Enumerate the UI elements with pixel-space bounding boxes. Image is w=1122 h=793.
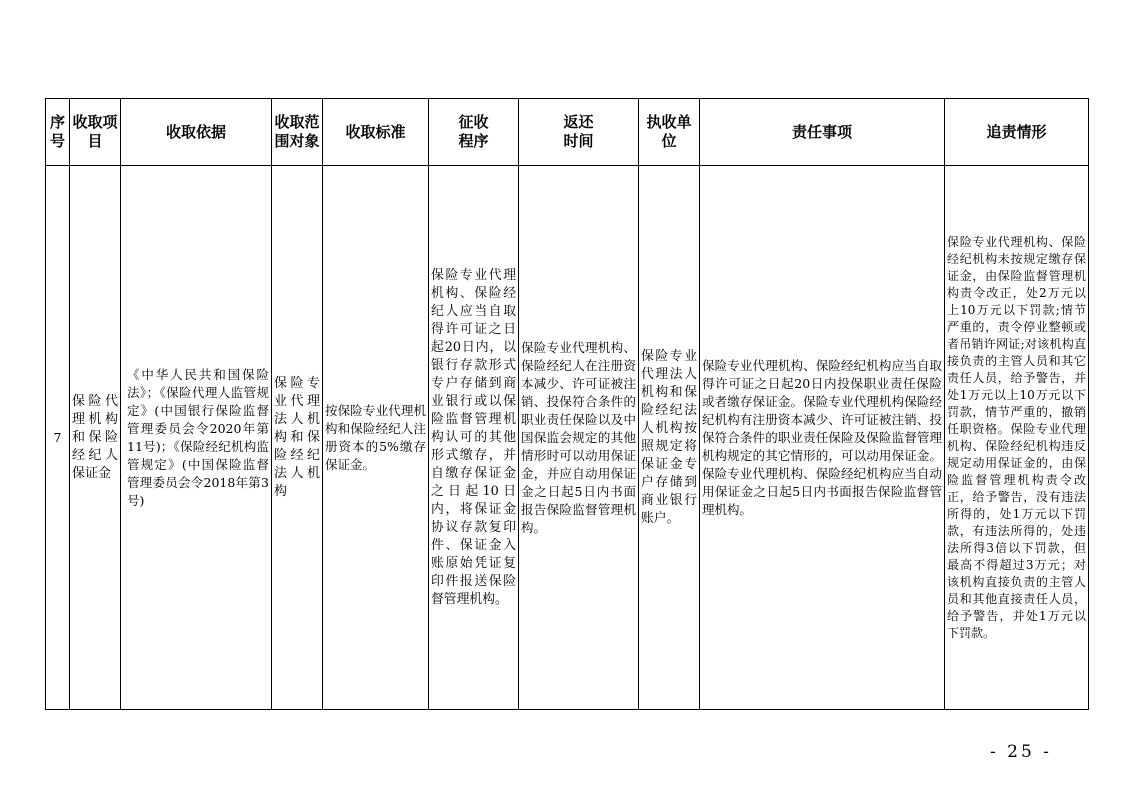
header-scope: 收取范围对象 <box>272 99 323 166</box>
header-row <box>46 99 1089 166</box>
cell-scope: 保险专业代理法人机构和保险经纪法人机构 <box>272 166 323 710</box>
header-procedure: 征收程序 <box>429 99 519 166</box>
cell-item: 保险代理机构和保险经纪人保证金 <box>70 166 121 710</box>
cell-accountability: 保险专业代理机构、保险经纪机构未按规定缴存保证金，由保险监督管理机构责令改正，处2万元以上10万元以下罚款;情节严重的，责令停业整顿或者吊销许网证;对该机构直接负责的主管人员和其它责任人员，给予警告，并处1万元以上10万元以下罚款，情节严重的，撤销任职资格。保险专业代理机构、保险经纪机构违反规定动用保证金的，由保险监督管理机构责令改正，给予警告，没有违法所得的，处1万元以下罚款，有违法所得的，处违法所得3倍以下罚款，但最高不得超过3万元；对该机构直接负责的主管人员和其他直接责任人员，给予警告，并处1万元以下罚款。 <box>945 166 1089 710</box>
header-duty: 责任事项 <box>700 99 945 166</box>
cell-refund: 保险专业代理机构、保险经纪人在注册资本减少、许可证被注销、投保符合条件的职业责任保险以及中国保监会规定的其他情形时可以动用保证金，并应自动用保证金之日起5日内书面报告保险监督管理机构。 <box>519 166 639 710</box>
header-basis: 收取依据 <box>121 99 272 166</box>
fee-table <box>45 98 1089 710</box>
header-no: 序号 <box>46 99 70 166</box>
header-standard: 收取标准 <box>323 99 429 166</box>
header-item: 收取项目 <box>70 99 121 166</box>
cell-procedure: 保险专业代理机构、保险经纪人应当自取得许可证之日起20日内，以银行存款形式专户存储到商业银行或以保险监督管理机构认可的其他形式缴存，并自缴存保证金之日起10日内，将保证金协议存款复印件、保证金入账原始凭证复印件报送保险督管理机构。 <box>429 166 519 710</box>
cell-unit: 保险专业代理法人机构和保险经纪法人机构按照规定将保证金专户存储到商业银行账户。 <box>639 166 700 710</box>
cell-duty: 保险专业代理机构、保险经纪机构应当自取得许可证之日起20日内投保职业责任保险或者缴存保证金。保险专业代理机构保险经纪机构有注册资本减少、许可证被注销、投保符合条件的职业责任保险及保险监督管理机构规定的其它情形的，可以动用保证金。保险专业代理机构、保险经纪机构应当自动用保证金之日起5日内书面报告保险监督管理机构。 <box>700 166 945 710</box>
cell-basis: 《中华人民共和国保险法》；《保险代理人监管规定》(中国银行保险监督管理委员会令2020年第11号)；《保险经纪机构监管规定》(中国保险监督管理委员会令2018年第3号) <box>121 166 272 710</box>
table-row <box>46 166 1089 710</box>
header-unit: 执收单位 <box>639 99 700 166</box>
cell-no: 7 <box>46 166 70 710</box>
header-accountability: 追责情形 <box>945 99 1089 166</box>
page-number: - 25 - <box>990 742 1052 762</box>
header-refund: 返还时间 <box>519 99 639 166</box>
cell-standard: 按保险专业代理机构和保险经纪人注册资本的5%缴存保证金。 <box>323 166 429 710</box>
